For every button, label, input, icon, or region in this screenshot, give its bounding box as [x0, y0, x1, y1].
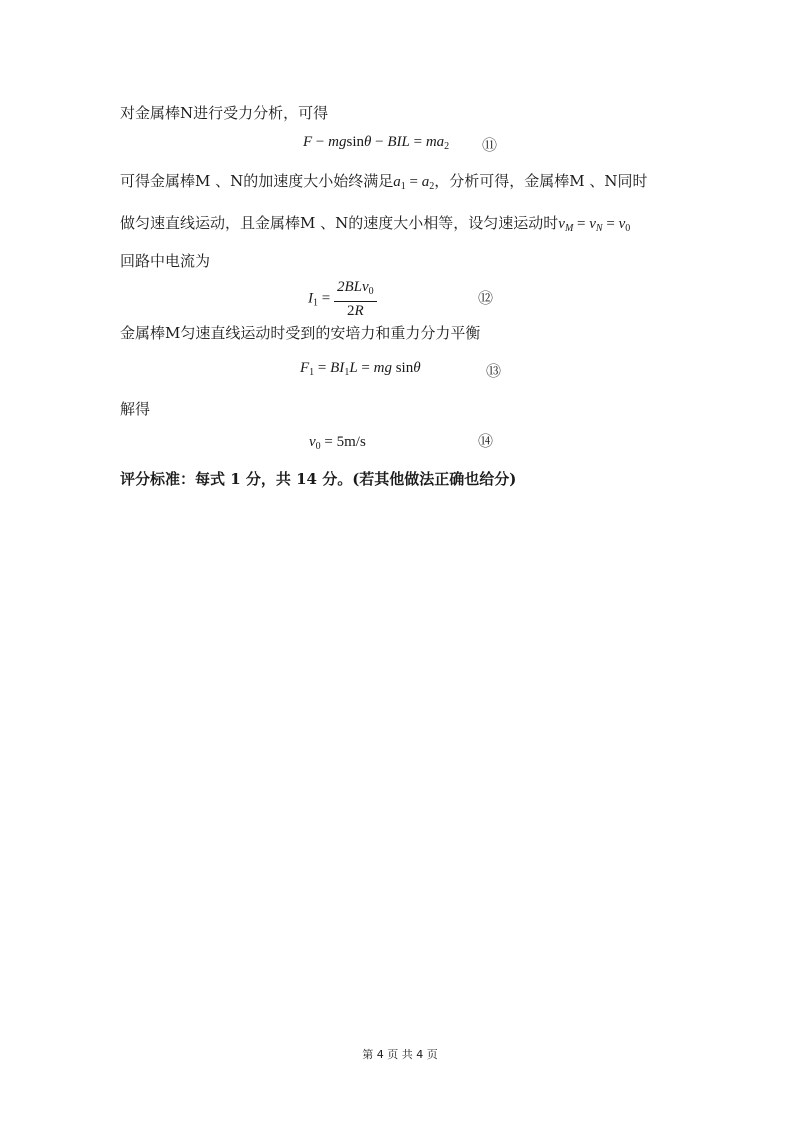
- text-line-2: [120, 170, 648, 198]
- page-footer: 第 4 页 共 4 页: [362, 1048, 438, 1061]
- text-line-5: 金属棒M匀速直线运动时受到的安培力和重力分力平衡: [120, 324, 481, 342]
- equation-12: $I_1$ = $\frac{2BLv_0}{2R}$: [308, 278, 377, 320]
- equation-number-11: ⑪: [482, 136, 498, 154]
- equation-number-13: ⑬: [486, 362, 502, 380]
- text-line-2-part-b: ，分析可得，金属棒M 、N同时: [434, 172, 648, 190]
- text-line-2-part-a: 可得金属棒M 、N的加速度大小始终满足: [120, 172, 394, 190]
- equation-number-14: ⑭: [478, 432, 494, 450]
- equation-number-12: ⑫: [478, 289, 494, 307]
- scoring-criteria: 评分标准：每式 1 分，共 14 分。(若其他做法正确也给分): [120, 470, 517, 488]
- result-value: 5m/s: [336, 434, 366, 450]
- text-line-4: 回路中电流为: [120, 252, 211, 270]
- inline-math-velocity: $v_M = v_N = v_0$: [558, 216, 631, 234]
- equation-13: $F_1 = BI_1L$ = mg sinθ: [300, 360, 421, 378]
- text-line-3: [120, 212, 630, 240]
- equation-14: $v_0 = 5m/s$: [309, 434, 366, 452]
- text-line-1: 对金属棒N进行受力分析，可得: [120, 104, 329, 122]
- text-line-6: 解得: [120, 400, 151, 418]
- text-line-3-part-a: 做匀速直线运动，且金属棒M 、N的速度大小相等，设匀速运动时: [120, 214, 559, 232]
- equation-11: F − mgsinθ − BIL = $ma_2$: [303, 134, 450, 152]
- inline-math-a1-a2: $a_1 = a_2$: [393, 174, 435, 192]
